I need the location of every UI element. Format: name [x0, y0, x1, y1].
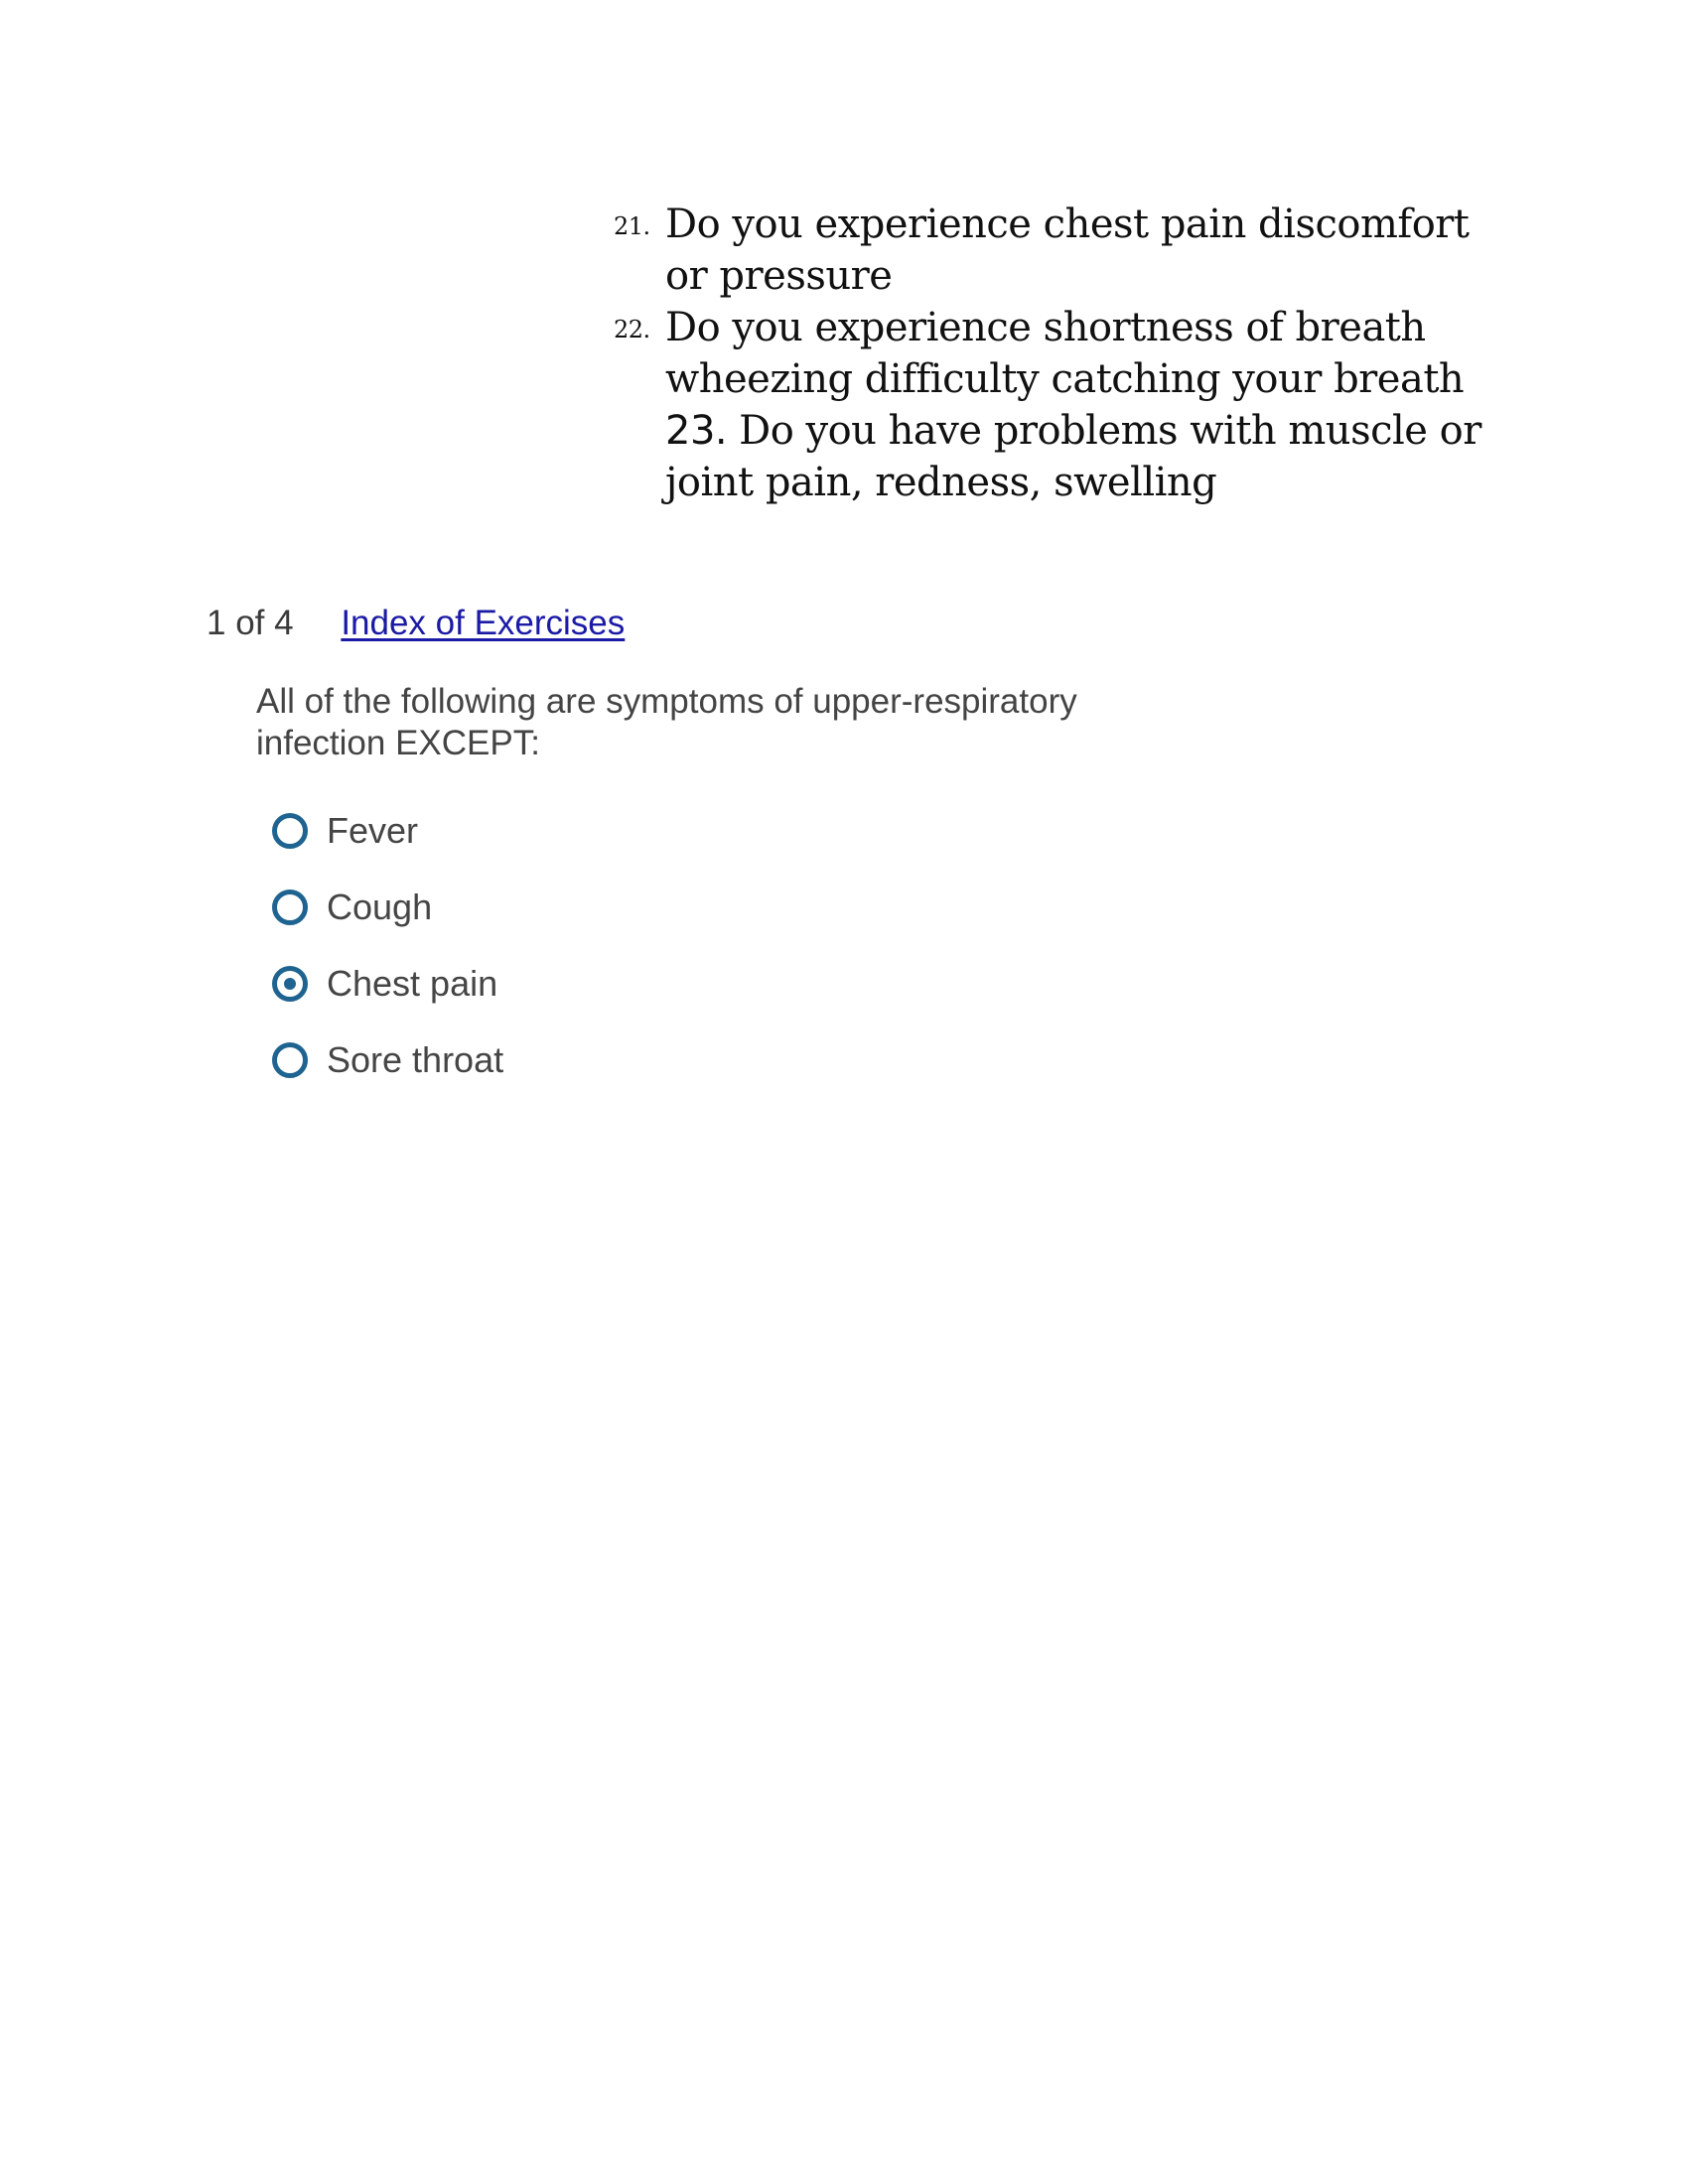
radio-unchecked-icon[interactable]: [272, 1042, 308, 1078]
questionnaire-list: [614, 199, 1507, 508]
radio-checked-icon[interactable]: [272, 966, 308, 1002]
question-text: Do you experience shortness of breath wheezing difficulty catching your breath: [665, 305, 1465, 402]
option-label: Chest pain: [327, 962, 498, 1004]
question-21: [614, 199, 1507, 302]
radio-unchecked-icon[interactable]: [272, 813, 308, 849]
option-sore-throat[interactable]: [272, 1022, 1150, 1098]
exercise-counter: 1 of 4: [207, 604, 294, 642]
question-number: 23.: [665, 408, 728, 454]
option-label: Cough: [327, 886, 433, 927]
option-chest-pain[interactable]: [272, 945, 1150, 1022]
question-number: 21.: [614, 212, 650, 240]
question-22: [614, 302, 1507, 405]
index-of-exercises-link[interactable]: Index of Exercises: [341, 604, 626, 642]
exercise-nav: [207, 600, 1150, 647]
answer-options: [272, 792, 1150, 1098]
question-text: Do you have problems with muscle or joint pain, redness, swelling: [665, 408, 1481, 505]
option-cough[interactable]: [272, 869, 1150, 945]
exercise-panel: [207, 600, 1150, 1098]
exercise-prompt: All of the following are symptoms of upper-respiratory infection EXCEPT:: [256, 682, 1077, 762]
question-text: Do you experience chest pain discomfort or pressure: [665, 202, 1470, 299]
question-number: 22.: [614, 316, 650, 343]
option-label: Sore throat: [327, 1038, 504, 1080]
radio-unchecked-icon[interactable]: [272, 889, 308, 925]
option-fever[interactable]: [272, 792, 1150, 869]
question-23: [614, 405, 1507, 508]
option-label: Fever: [327, 809, 419, 851]
